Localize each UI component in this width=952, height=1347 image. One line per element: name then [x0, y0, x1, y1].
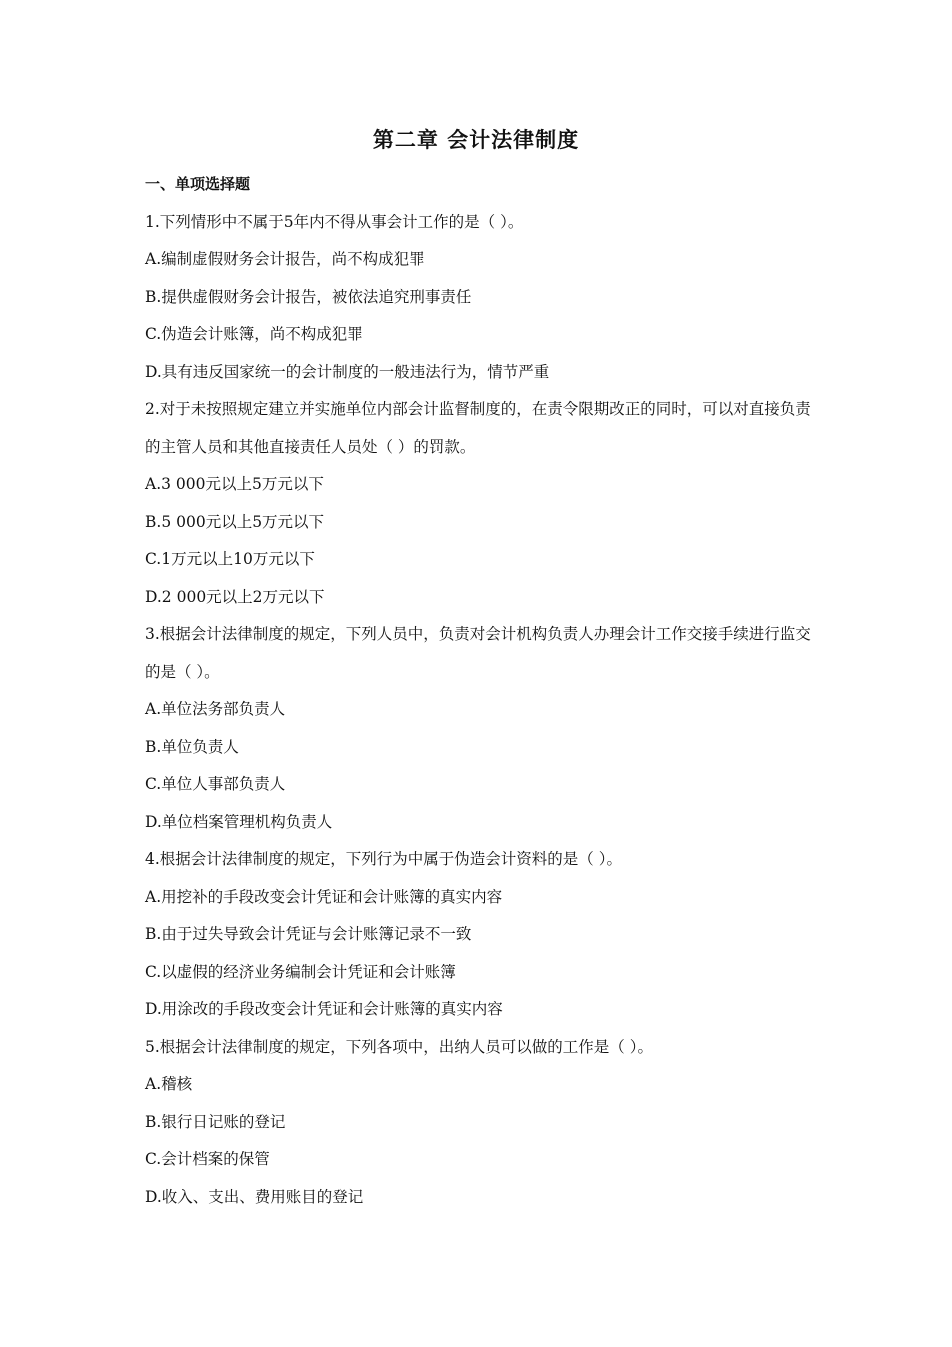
- question-1: [145, 204, 815, 392]
- question-2: [145, 391, 815, 616]
- question-1-stem: 1.下列情形中不属于5年内不得从事会计工作的是（ ）。: [145, 212, 524, 231]
- question-5-option-c: C.会计档案的保管: [145, 1150, 270, 1168]
- question-3-option-d: D.单位档案管理机构负责人: [145, 812, 333, 831]
- question-2-option-c: C.1万元以上10万元以下: [145, 550, 315, 568]
- question-2-option-a: A.3 000元以上5万元以下: [145, 475, 324, 493]
- question-4: [145, 841, 815, 1029]
- question-1-option-b: B.提供虚假财务会计报告，被依法追究刑事责任: [145, 287, 472, 306]
- question-2-option-b: B.5 000元以上5万元以下: [145, 512, 325, 531]
- question-5-option-b: B.银行日记账的登记: [145, 1112, 286, 1131]
- question-4-stem: 4.根据会计法律制度的规定，下列行为中属于伪造会计资料的是（ ）。: [145, 850, 622, 868]
- question-3-stem: 3.根据会计法律制度的规定，下列人员中，负责对会计机构负责人办理会计工作交接手续进行监交的是（ ）。: [145, 625, 811, 681]
- question-5: [145, 1029, 815, 1217]
- question-1-option-d: D.具有违反国家统一的会计制度的一般违法行为，情节严重: [145, 362, 550, 381]
- question-list: [145, 166, 815, 1216]
- question-4-option-a: A.用挖补的手段改变会计凭证和会计账簿的真实内容: [145, 887, 503, 906]
- question-3-option-a: A.单位法务部负责人: [145, 700, 286, 718]
- question-4-option-d: D.用涂改的手段改变会计凭证和会计账簿的真实内容: [145, 1000, 503, 1018]
- question-5-stem: 5.根据会计法律制度的规定，下列各项中，出纳人员可以做的工作是（ ）。: [145, 1037, 653, 1056]
- question-4-option-b: B.由于过失导致会计凭证与会计账簿记录不一致: [145, 925, 472, 943]
- section-heading: 一、单项选择题: [145, 175, 251, 193]
- question-2-stem: 2.对于未按照规定建立并实施单位内部会计监督制度的，在责令限期改正的同时，可以对直接负责的主管人员和其他直接责任人员处（ ）的罚款。: [145, 400, 811, 456]
- question-2-option-d: D.2 000元以上2万元以下: [145, 587, 325, 606]
- question-5-option-a: A.稽核: [145, 1075, 193, 1093]
- question-5-option-d: D.收入、支出、费用账目的登记: [145, 1187, 364, 1206]
- question-3: [145, 616, 815, 841]
- question-4-option-c: C.以虚假的经济业务编制会计凭证和会计账簿: [145, 962, 456, 981]
- question-3-option-b: B.单位负责人: [145, 737, 239, 756]
- question-1-option-c: C.伪造会计账簿，尚不构成犯罪: [145, 325, 363, 343]
- question-1-option-a: A.编制虚假财务会计报告，尚不构成犯罪: [145, 250, 425, 268]
- question-3-option-c: C.单位人事部负责人: [145, 775, 286, 793]
- chapter-title: 第二章 会计法律制度: [372, 128, 580, 152]
